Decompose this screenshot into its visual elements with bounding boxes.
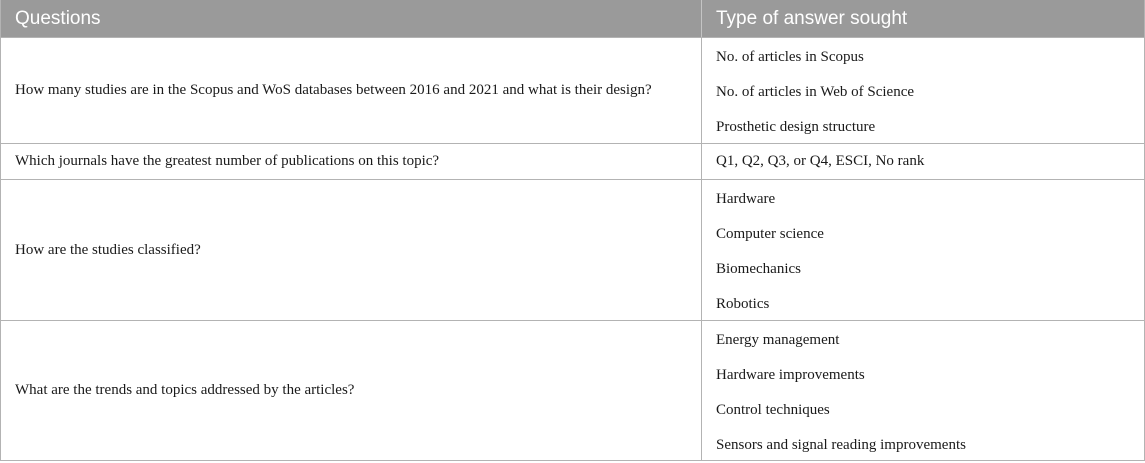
answer-cell — [702, 180, 1144, 320]
answer-cell — [702, 38, 1144, 143]
table-header — [1, 0, 1144, 37]
answer-item: No. of articles in Web of Science — [716, 84, 915, 100]
answer-item: Computer science — [716, 226, 824, 242]
question-cell: Which journals have the greatest number of publications on this topic? — [1, 144, 702, 179]
header-questions: Questions — [1, 0, 702, 37]
answer-item: Control techniques — [716, 402, 830, 418]
answer-cell — [702, 321, 1144, 460]
answer-item: Biomechanics — [716, 261, 801, 277]
header-answer-type: Type of answer sought — [716, 7, 908, 29]
table-row — [1, 143, 1144, 179]
table-row — [1, 179, 1144, 320]
answer-item: Sensors and signal reading improvements — [716, 437, 966, 453]
question-cell: How many studies are in the Scopus and WoS databases between 2016 and 2021 and what is their design? — [1, 38, 702, 143]
answer-item: Hardware improvements — [716, 367, 865, 383]
answer-item: Energy management — [716, 332, 840, 348]
answer-cell — [702, 144, 1144, 179]
answer-item: No. of articles in Scopus — [716, 49, 864, 65]
table-row — [1, 320, 1144, 461]
answer-item: Q1, Q2, Q3, or Q4, ESCI, No rank — [716, 153, 925, 169]
question-cell: How are the studies classified? — [1, 180, 702, 320]
table-row — [1, 37, 1144, 143]
answer-item: Prosthetic design structure — [716, 119, 876, 135]
answer-item: Robotics — [716, 296, 770, 312]
answer-item: Hardware — [716, 191, 776, 207]
question-cell: What are the trends and topics addressed by the articles? — [1, 321, 702, 460]
